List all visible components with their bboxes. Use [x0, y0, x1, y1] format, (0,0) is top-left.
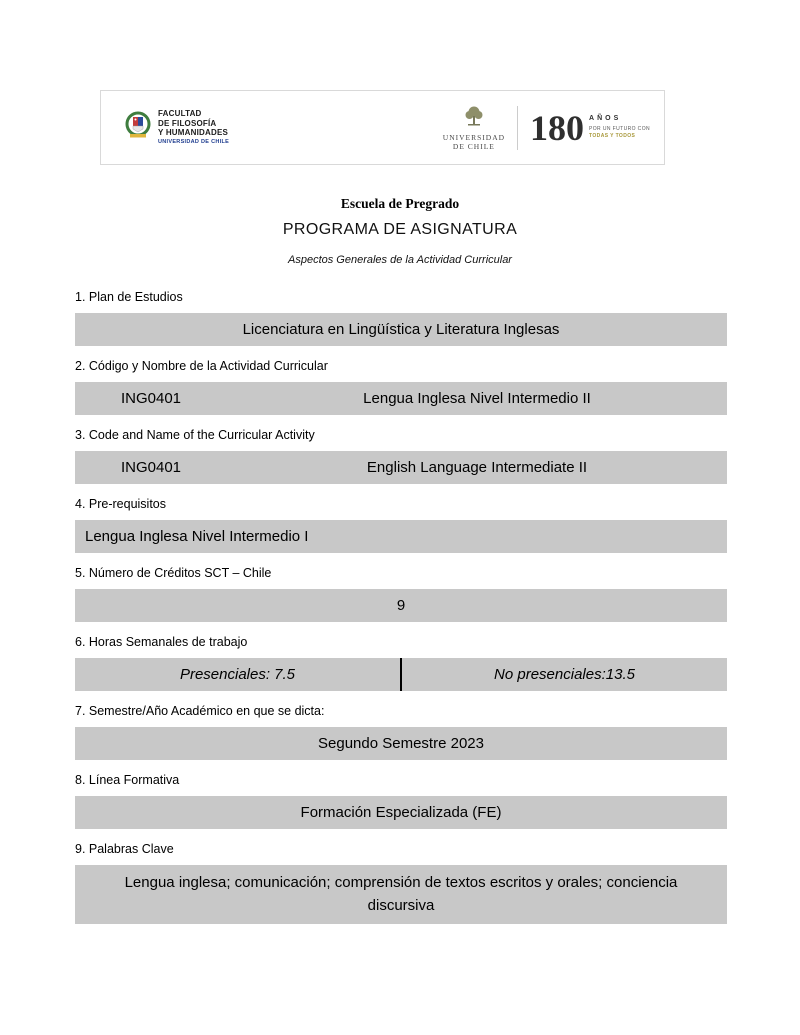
tree-icon	[463, 104, 485, 133]
section-label: 3. Code and Name of the Curricular Activity	[75, 428, 315, 442]
section-label: 1. Plan de Estudios	[75, 290, 183, 304]
section-creditos-sct	[75, 566, 727, 622]
section-label: 6. Horas Semanales de trabajo	[75, 635, 248, 649]
section-label: 5. Número de Créditos SCT – Chile	[75, 566, 272, 580]
faculty-name-line2: DE FILOSOFÍA	[158, 118, 217, 128]
faculty-name-line3: Y HUMANIDADES	[158, 127, 229, 137]
faculty-name-line1: FACULTAD	[158, 109, 202, 119]
section-value-bar	[75, 796, 727, 829]
creditos-value: 9	[396, 597, 406, 614]
section-codigo-nombre	[75, 359, 727, 415]
anniversary-tagline-line2: TODAS Y TODOS	[589, 132, 636, 139]
page-title: PROGRAMA DE ASIGNATURA	[282, 221, 518, 238]
anniversary-number: 180	[530, 107, 585, 148]
anniversary-text	[589, 114, 650, 140]
section-palabras-clave	[75, 842, 727, 924]
section-horas-semanales	[75, 635, 727, 691]
university-name-line2: DE CHILE	[452, 142, 495, 152]
plan-de-estudios-value: Licenciatura en Lingüística y Literatura Inglesas	[242, 321, 560, 338]
faculty-logo	[125, 109, 229, 146]
prerequisitos-value: Lengua Inglesa Nivel Intermedio I	[85, 528, 309, 545]
horas-presenciales: Presenciales: 7.5	[179, 666, 296, 683]
section-label: 9. Palabras Clave	[75, 842, 174, 856]
section-code-name-en	[75, 428, 727, 484]
section-value-bar	[75, 589, 727, 622]
logo-divider	[517, 106, 518, 150]
section-label: 4. Pre-requisitos	[75, 497, 167, 511]
anniversary-tagline-line1: POR UN FUTURO CON	[589, 125, 650, 132]
document-subtitle: Aspectos Generales de la Actividad Curricular	[288, 254, 512, 266]
university-name-line1: UNIVERSIDAD	[442, 133, 506, 143]
section-prerequisitos	[75, 497, 727, 553]
section-label: 2. Código y Nombre de la Actividad Curricular	[75, 359, 328, 373]
section-value-bar	[75, 865, 727, 924]
university-mark	[443, 104, 505, 151]
section-label: 7. Semestre/Año Académico en que se dicta:	[75, 704, 325, 718]
anniversary-logo	[530, 107, 650, 148]
section-value-bar	[75, 451, 727, 484]
palabras-clave-value: Lengua inglesa; comunicación; comprensión de textos escritos y orales; conciencia discursiva	[124, 874, 678, 914]
school-title: Escuela de Pregrado	[340, 196, 460, 211]
letterhead	[100, 90, 665, 165]
horas-no-presenciales: No presenciales:13.5	[494, 666, 635, 683]
section-plan-de-estudios	[75, 290, 727, 346]
faculty-name	[158, 109, 229, 146]
semestre-value: Segundo Semestre 2023	[318, 735, 484, 752]
section-value-bar	[75, 382, 727, 415]
course-name-en: English Language Intermediate II	[366, 459, 588, 476]
document-titles	[0, 196, 800, 266]
section-semestre	[75, 704, 727, 760]
linea-formativa-value: Formación Especializada (FE)	[300, 804, 502, 821]
section-label: 8. Línea Formativa	[75, 773, 180, 787]
anniversary-word: AÑOS	[589, 114, 622, 122]
syllabus-sections	[75, 290, 727, 937]
course-name-es: Lengua Inglesa Nivel Intermedio II	[363, 390, 591, 407]
faculty-university-label: UNIVERSIDAD DE CHILE	[158, 139, 230, 146]
section-value-bar	[75, 520, 727, 553]
section-value-bar	[75, 313, 727, 346]
section-value-bar	[75, 727, 727, 760]
section-linea-formativa	[75, 773, 727, 829]
faculty-shield-icon	[125, 110, 151, 145]
course-code-en: ING0401	[120, 459, 182, 476]
section-value-bar	[75, 658, 727, 691]
university-logo	[443, 104, 650, 151]
course-code: ING0401	[120, 390, 182, 407]
